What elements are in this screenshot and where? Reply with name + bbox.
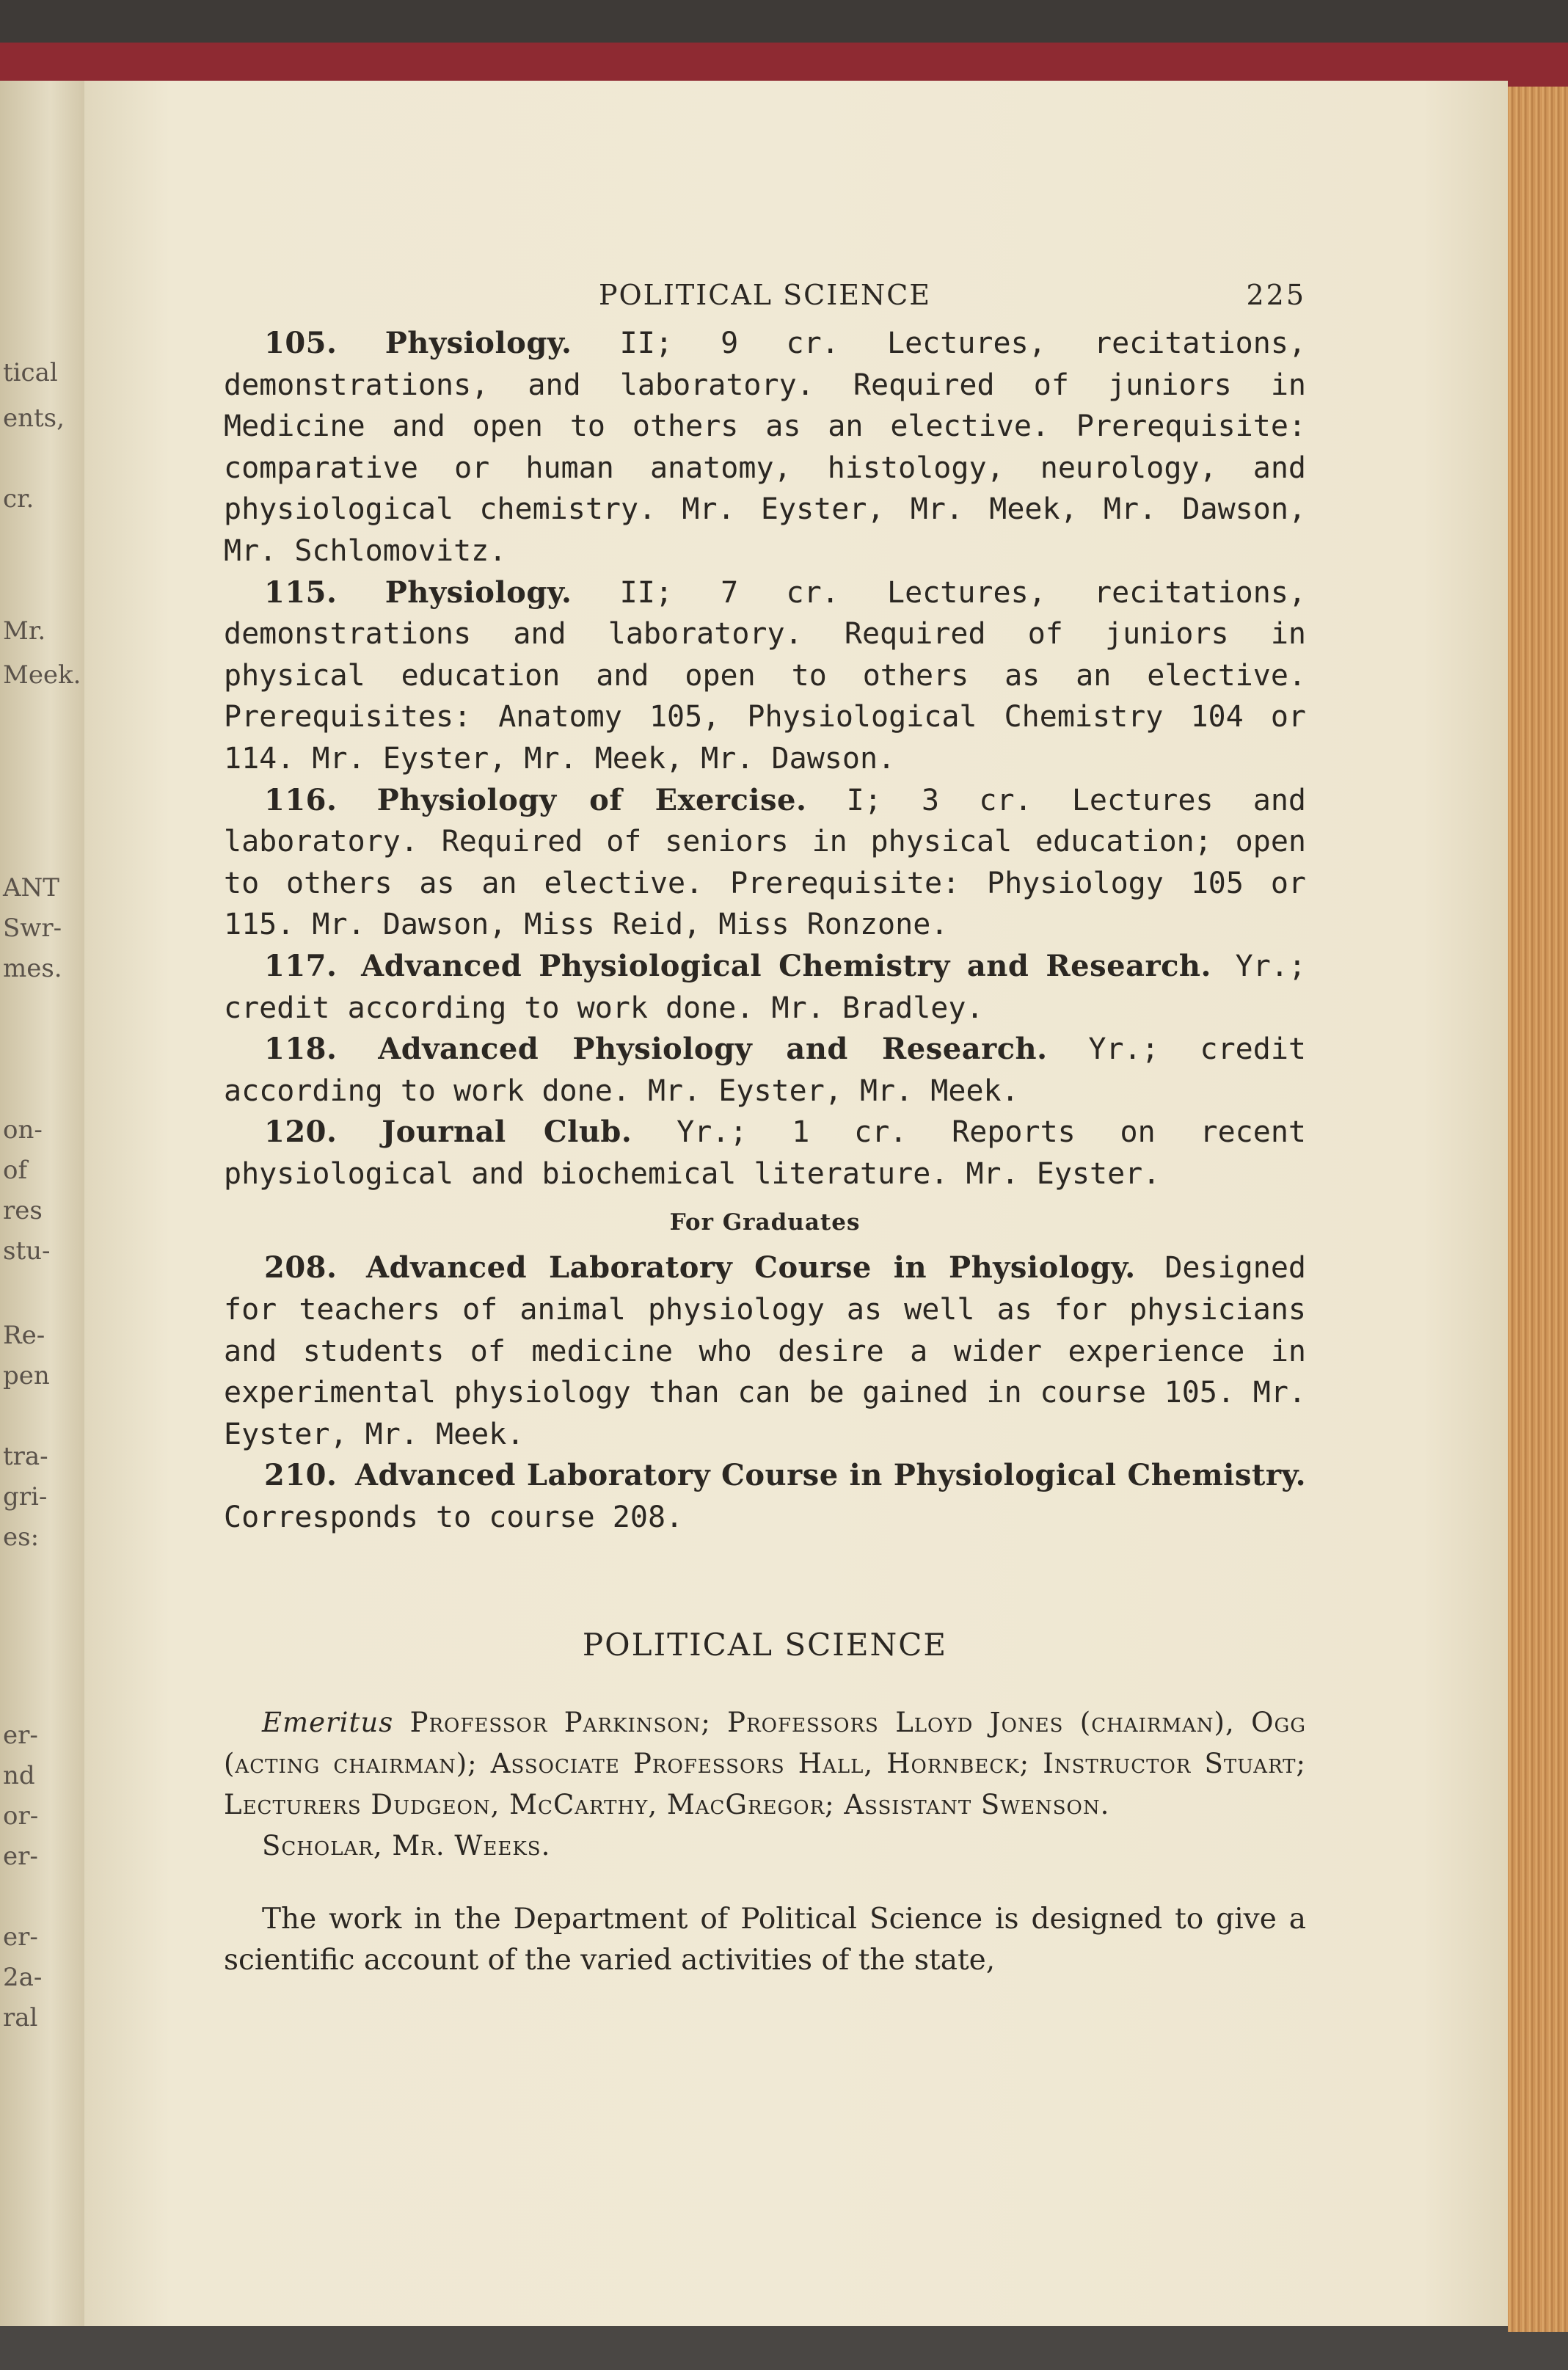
prev-page-fragment: tra- [3,1442,48,1471]
course-number: 210. [264,1458,338,1493]
course-description: I; 3 cr. Lectures and laboratory. Required of seniors in physical education; open to others as an elective. Prerequisite: Physiology 105 or 115. Mr. Dawson, Miss Reid, Miss Ronzone. [224,783,1306,942]
course-number: 208. [264,1250,338,1286]
course-entry [224,1029,1306,1112]
course-entry [224,323,1306,572]
book-cover-band [0,43,1568,87]
page-edges [1508,87,1568,2332]
prev-page-fragment: Re- [3,1321,45,1350]
prev-page-fragment: or- [3,1801,39,1831]
course-title: Advanced Laboratory Course in Physiology. [366,1250,1136,1286]
running-head [224,279,1306,323]
prev-page-fragment: es: [3,1523,40,1552]
course-entry [224,946,1306,1029]
prev-page-fragment: ral [3,2003,38,2032]
course-title: Physiology of Exercise. [376,782,807,817]
course-number: 118. [264,1032,338,1067]
prev-page-fragment: er- [3,1842,38,1871]
course-number: 105. [264,326,338,360]
running-head-title: POLITICAL SCIENCE [598,279,932,311]
course-entry [224,1112,1306,1195]
course-title: Advanced Physiology and Research. [378,1032,1048,1067]
course-title: Physiology. [384,575,572,610]
faculty-names: Professor Parkinson; Professors Lloyd Jones (chairman), Ogg (acting chairman); Associate Professors Hall, Hornbeck; Instructor Stuart; Lecturers Dudgeon, McCarthy, MacGregor; Assistant Swenson. [224,1706,1306,1820]
course-description: Yr.; 1 cr. Reports on recent physiological and biochemical literature. Mr. Eyster. [224,1115,1306,1191]
course-title: Advanced Physiological Chemistry and Research. [361,948,1211,983]
course-description: Designed for teachers of animal physiology as well as for physicians and students of medicine who desire a wider experience in experimental physiology than can be gained in course 105. Mr. Eyster, Mr. Meek. [224,1251,1306,1451]
section-intro: The work in the Department of Political Science is designed to give a scientific account of the varied activities of the state, [224,1902,1306,1977]
prev-page-fragment: Mr. [3,616,46,646]
course-entry [224,1455,1306,1538]
course-description: II; 9 cr. Lectures, recitations, demonstrations, and laboratory. Required of juniors in Medicine and open to others as an elective. Prerequisite: comparative or human anatomy, histology, neurology, and physiological chemistry. Mr. Eyster, Mr. Meek, Mr. Dawson, Mr. Schlomovitz. [224,327,1306,568]
section-title: POLITICAL SCIENCE [582,1626,948,1663]
course-entry [224,572,1306,780]
course-description: Corresponds to course 208. [224,1501,684,1535]
prev-page-fragment: Meek. [3,660,81,690]
faculty-list [224,1702,1306,1826]
prev-page-fragment: ents, [3,404,65,433]
scan-background-top [0,0,1568,43]
course-title: Advanced Laboratory Course in Physiological Chemistry. [355,1458,1306,1493]
prev-page-fragment: tical [3,358,58,387]
course-description: II; 7 cr. Lectures, recitations, demonstrations and laboratory. Required of juniors in physical education and open to others as an elective. Prerequisites: Anatomy 105, Physiological Chemistry 104 or 114. Mr. Eyster, Mr. Meek, Mr. Dawson. [224,575,1306,776]
course-description: Yr.; credit according to work done. Mr. Eyster, Mr. Meek. [224,1032,1306,1108]
prev-page-fragment: stu- [3,1236,51,1266]
emeritus-label: Emeritus [262,1706,394,1738]
previous-page-edge [0,81,84,2326]
course-number: 115. [264,575,338,610]
prev-page-fragment: er- [3,1721,38,1750]
prev-page-fragment: mes. [3,954,62,983]
course-number: 120. [264,1115,338,1150]
prev-page-fragment: nd [3,1761,35,1790]
prev-page-fragment: pen [3,1361,50,1390]
graduates-heading: For Graduates [669,1209,861,1236]
prev-page-fragment: on- [3,1115,43,1145]
course-number: 116. [264,782,338,817]
course-entry [224,1247,1306,1455]
prev-page-fragment: of [3,1156,28,1185]
prev-page-fragment: gri- [3,1482,48,1512]
prev-page-fragment: er- [3,1922,38,1952]
page-content [224,279,1306,1981]
prev-page-fragment: cr. [3,484,34,514]
prev-page-fragment: res [3,1196,43,1225]
prev-page-fragment: ANT [3,873,59,903]
prev-page-fragment: 2a- [3,1963,43,1992]
scholar-line: Scholar, Mr. Weeks. [262,1829,551,1862]
course-entry [224,780,1306,946]
course-title: Journal Club. [382,1115,632,1150]
page-number: 225 [1246,279,1306,311]
course-description: Yr.; credit according to work done. Mr. Bradley. [224,949,1306,1025]
course-title: Physiology. [384,326,572,360]
course-number: 117. [264,948,338,983]
prev-page-fragment: Swr- [3,914,62,943]
